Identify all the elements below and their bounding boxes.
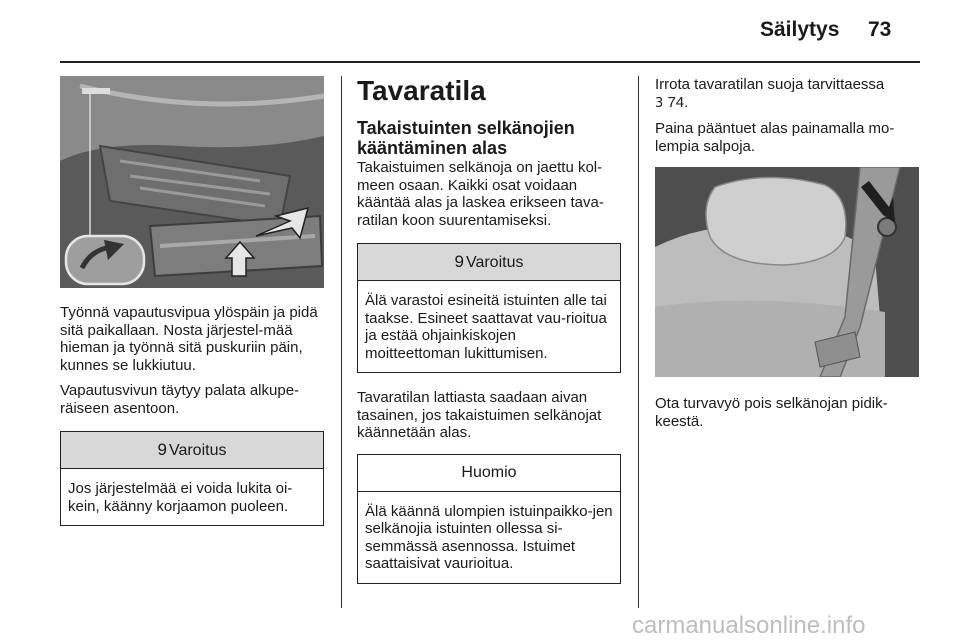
section-title: Säilytys bbox=[760, 18, 840, 41]
warning-header bbox=[358, 244, 620, 281]
page-number: 73 bbox=[868, 18, 892, 41]
right-column bbox=[655, 76, 919, 438]
header-rule bbox=[60, 61, 920, 63]
right-paragraph-2: Paina pääntuet alas painamalla mo-lempia salpoja. bbox=[655, 120, 895, 155]
warning-text: Älä varastoi esineitä istuinten alle tai taakse. Esineet saattavat vau-rioitua ja estää ohjainkiskojen moitteettoman lukittumisen. bbox=[365, 292, 607, 362]
section-heading: Tavaratila bbox=[357, 75, 486, 106]
middle-paragraph-2: Tavaratilan lattiasta saadaan aivan tasainen, jos takaistuimen selkänojat käännetään alas. bbox=[357, 389, 602, 441]
middle-paragraph-1: Takaistuimen selkänoja on jaettu kol-meen osaan. Kaikki osat voidaan kääntää alas ja laskea erikseen tava-ratilan koon suurentamiseksi. bbox=[357, 159, 604, 229]
note-box bbox=[357, 454, 621, 584]
warning-box bbox=[60, 431, 324, 526]
warning-title: Varoitus bbox=[168, 442, 227, 459]
left-paragraph-2: Vapautusvivun täytyy palata alkupe-räiseen asentoon. bbox=[60, 382, 300, 417]
warning-header bbox=[61, 432, 323, 469]
right-paragraph-3: Ota turvavyö pois selkänojan pidik-keestä. bbox=[655, 395, 888, 430]
column-divider-right bbox=[638, 76, 639, 608]
page-reference[interactable] bbox=[655, 94, 688, 111]
reference-arrow-icon: 3 bbox=[655, 95, 664, 111]
warning-symbol: 9 bbox=[157, 440, 167, 459]
column-divider-left bbox=[341, 76, 342, 608]
right-paragraph-1 bbox=[655, 76, 919, 112]
middle-column bbox=[357, 76, 621, 584]
warning-title: Varoitus bbox=[465, 254, 524, 271]
reference-page: 74. bbox=[667, 93, 689, 111]
headrest-seatbelt-illustration bbox=[655, 167, 919, 377]
subsection-heading: Takaistuinten selkänojien kääntäminen alas bbox=[357, 118, 575, 158]
left-paragraph-1: Työnnä vapautusvipua ylöspäin ja pidä sitä paikallaan. Nosta järjestel-mää hieman ja työnnä sitä puskuriin päin, kunnes se lukkiutuu. bbox=[60, 304, 318, 374]
note-text: Älä käännä ulompien istuinpaikko-jen selkänojia istuinten ollessa si-semmässä asennossa. Istuimet saattaisivat vaurioitua. bbox=[365, 502, 613, 572]
bumper-release-illustration bbox=[60, 76, 324, 288]
warning-symbol: 9 bbox=[454, 252, 464, 271]
warning-box-middle bbox=[357, 243, 621, 373]
warning-text: Jos järjestelmää ei voida lukita oi-kein, käänny korjaamon puoleen. bbox=[68, 480, 293, 515]
note-header: Huomio bbox=[358, 455, 620, 492]
right-paragraph-1-text: Irrota tavaratilan suoja tarvittaessa bbox=[655, 76, 885, 93]
left-column bbox=[60, 76, 324, 526]
watermark: carmanualsonline.info bbox=[632, 612, 866, 639]
